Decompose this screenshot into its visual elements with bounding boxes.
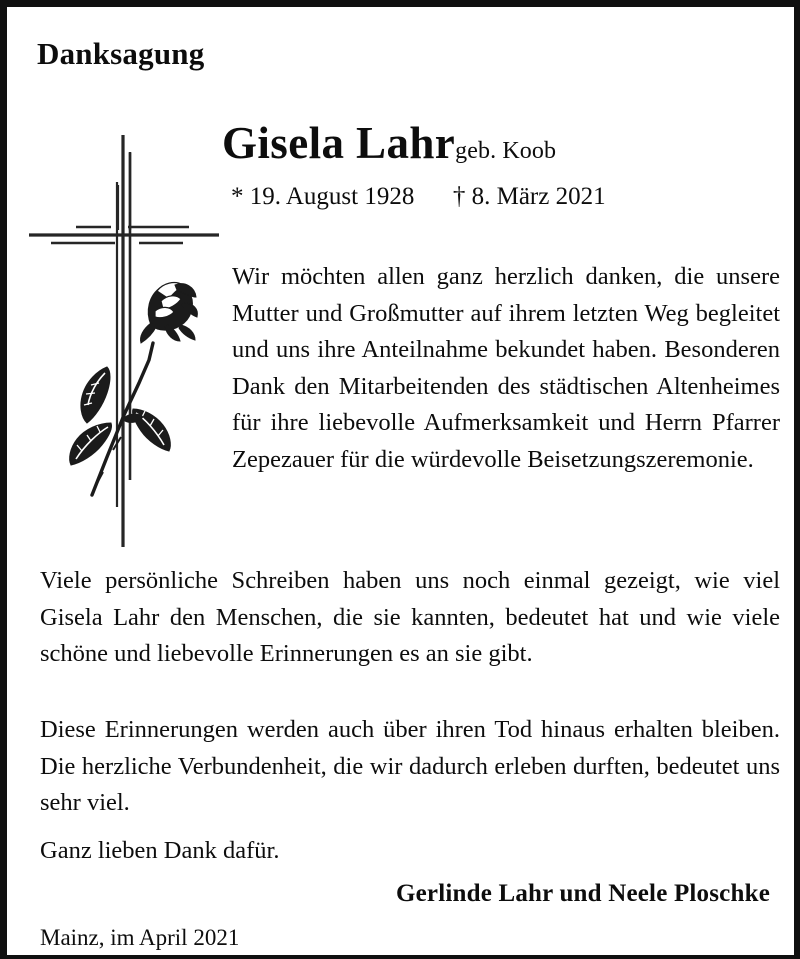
- birth-date: 19. August 1928: [249, 183, 415, 210]
- cross-with-rose-illustration: [29, 135, 219, 547]
- rose-icon: [70, 283, 198, 495]
- deceased-maiden-name: geb. Koob: [455, 138, 557, 164]
- death-symbol: †: [452, 183, 466, 210]
- paragraph-thanks: Wir möchten allen ganz herzlich danken, die unsere Mutter und Großmutter auf ihrem letzten Weg begleitet und uns ihre Anteilnahme bekundet haben. Besonderen Dank den Mitarbeitenden des städtischen Altenheimes für ihre liebevolle Aufmerksamkeit und Herrn Pfarrer Zepezauer für die würdevolle Beisetzungszeremonie.: [232, 263, 780, 473]
- deceased-name: Gisela Lahr: [222, 118, 456, 168]
- place-and-date: Mainz, im April 2021: [40, 925, 240, 950]
- paragraph-closing: Ganz lieben Dank dafür.: [40, 837, 280, 864]
- birth-symbol: *: [231, 183, 244, 210]
- deceased-name-line: [222, 117, 782, 169]
- life-dates: [231, 183, 606, 211]
- death-date: 8. März 2021: [471, 183, 606, 210]
- cross-icon: [29, 135, 219, 547]
- paragraph-memories: Diese Erinnerungen werden auch über ihren Tod hinaus erhalten bleiben. Die herzliche Verbundenheit, die wir dadurch erleben durften, bedeutet uns sehr viel.: [40, 716, 780, 816]
- page-title: Danksagung: [37, 36, 205, 71]
- paragraph-letters: Viele persönliche Schreiben haben uns noch einmal gezeigt, wie viel Gisela Lahr den Menschen, die sie kannten, bedeutet hat und wie viele schöne und liebevolle Erinnerungen es an sie gibt.: [40, 567, 780, 667]
- signature: Gerlinde Lahr und Neele Ploschke: [395, 880, 770, 907]
